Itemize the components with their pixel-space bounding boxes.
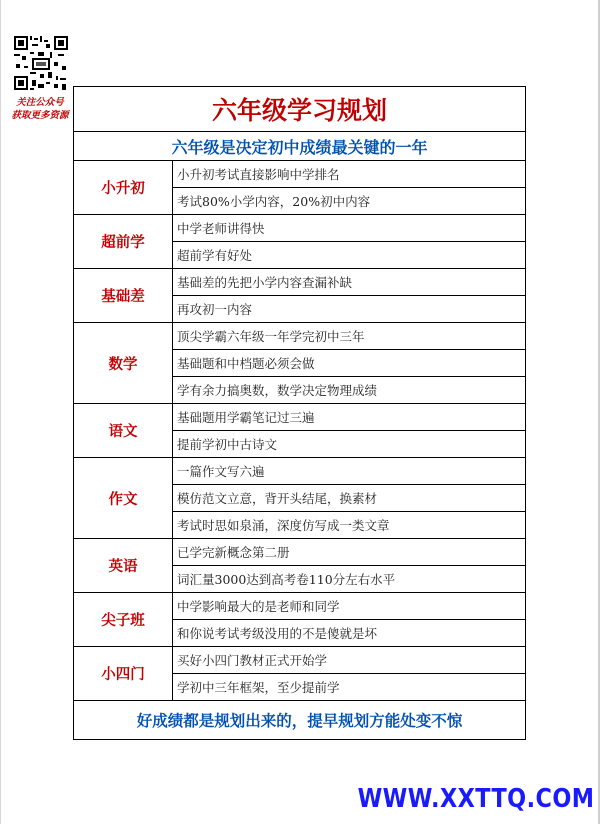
plan-item: 考试时思如泉涌，深度仿写成一类文章 (173, 512, 526, 539)
subject-label: 尖子班 (74, 593, 173, 647)
plan-item: 学初中三年框架，至少提前学 (173, 674, 526, 701)
plan-row (74, 404, 526, 431)
page-border-left (0, 0, 1, 824)
plan-row (74, 323, 526, 350)
subject-label: 小四门 (74, 647, 173, 701)
subject-label: 小升初 (74, 161, 173, 215)
study-plan-table (73, 86, 526, 740)
plan-item: 已学完新概念第二册 (173, 539, 526, 566)
plan-item: 中学影响最大的是老师和同学 (173, 593, 526, 620)
title-row (74, 87, 526, 132)
subject-label: 基础差 (74, 269, 173, 323)
subject-label: 作文 (74, 458, 173, 539)
plan-item: 顶尖学霸六年级一年学完初中三年 (173, 323, 526, 350)
plan-item: 一篇作文写六遍 (173, 458, 526, 485)
subject-label: 数学 (74, 323, 173, 404)
subject-label: 超前学 (74, 215, 173, 269)
plan-item: 模仿范文立意，背开头结尾，换素材 (173, 485, 526, 512)
plan-row (74, 647, 526, 674)
subject-label: 英语 (74, 539, 173, 593)
plan-row (74, 161, 526, 188)
plan-item: 买好小四门教材正式开始学 (173, 647, 526, 674)
plan-item: 考试80%小学内容，20%初中内容 (173, 188, 526, 215)
subject-label: 语文 (74, 404, 173, 458)
plan-row (74, 593, 526, 620)
plan-row (74, 269, 526, 296)
qr-caption (2, 96, 78, 122)
plan-row (74, 215, 526, 242)
plan-row (74, 458, 526, 485)
plan-item: 基础题和中档题必须会做 (173, 350, 526, 377)
plan-item: 词汇量3000达到高考卷110分左右水平 (173, 566, 526, 593)
subtitle-row (74, 132, 526, 161)
plan-item: 小升初考试直接影响中学排名 (173, 161, 526, 188)
plan-item: 学有余力搞奥数，数学决定物理成绩 (173, 377, 526, 404)
footer-row (74, 701, 526, 740)
qr-code-icon (14, 36, 68, 90)
plan-item: 再攻初一内容 (173, 296, 526, 323)
page-subtitle: 六年级是决定初中成绩最关键的一年 (74, 132, 526, 161)
plan-item: 基础题用学霸笔记过三遍 (173, 404, 526, 431)
plan-row (74, 539, 526, 566)
page-title: 六年级学习规划 (74, 87, 526, 132)
plan-item: 中学老师讲得快 (173, 215, 526, 242)
site-watermark: WWW.XXTTQ.COM (357, 784, 594, 814)
plan-item: 提前学初中古诗文 (173, 431, 526, 458)
qr-caption-line-2: 获取更多资源 (11, 110, 69, 121)
footer-slogan: 好成绩都是规划出来的，提早规划方能处变不惊 (74, 701, 526, 740)
plan-item: 基础差的先把小学内容查漏补缺 (173, 269, 526, 296)
plan-item: 和你说考试考级没用的不是傻就是坏 (173, 620, 526, 647)
plan-item: 超前学有好处 (173, 242, 526, 269)
qr-caption-line-1: 关注公众号 (16, 97, 64, 108)
